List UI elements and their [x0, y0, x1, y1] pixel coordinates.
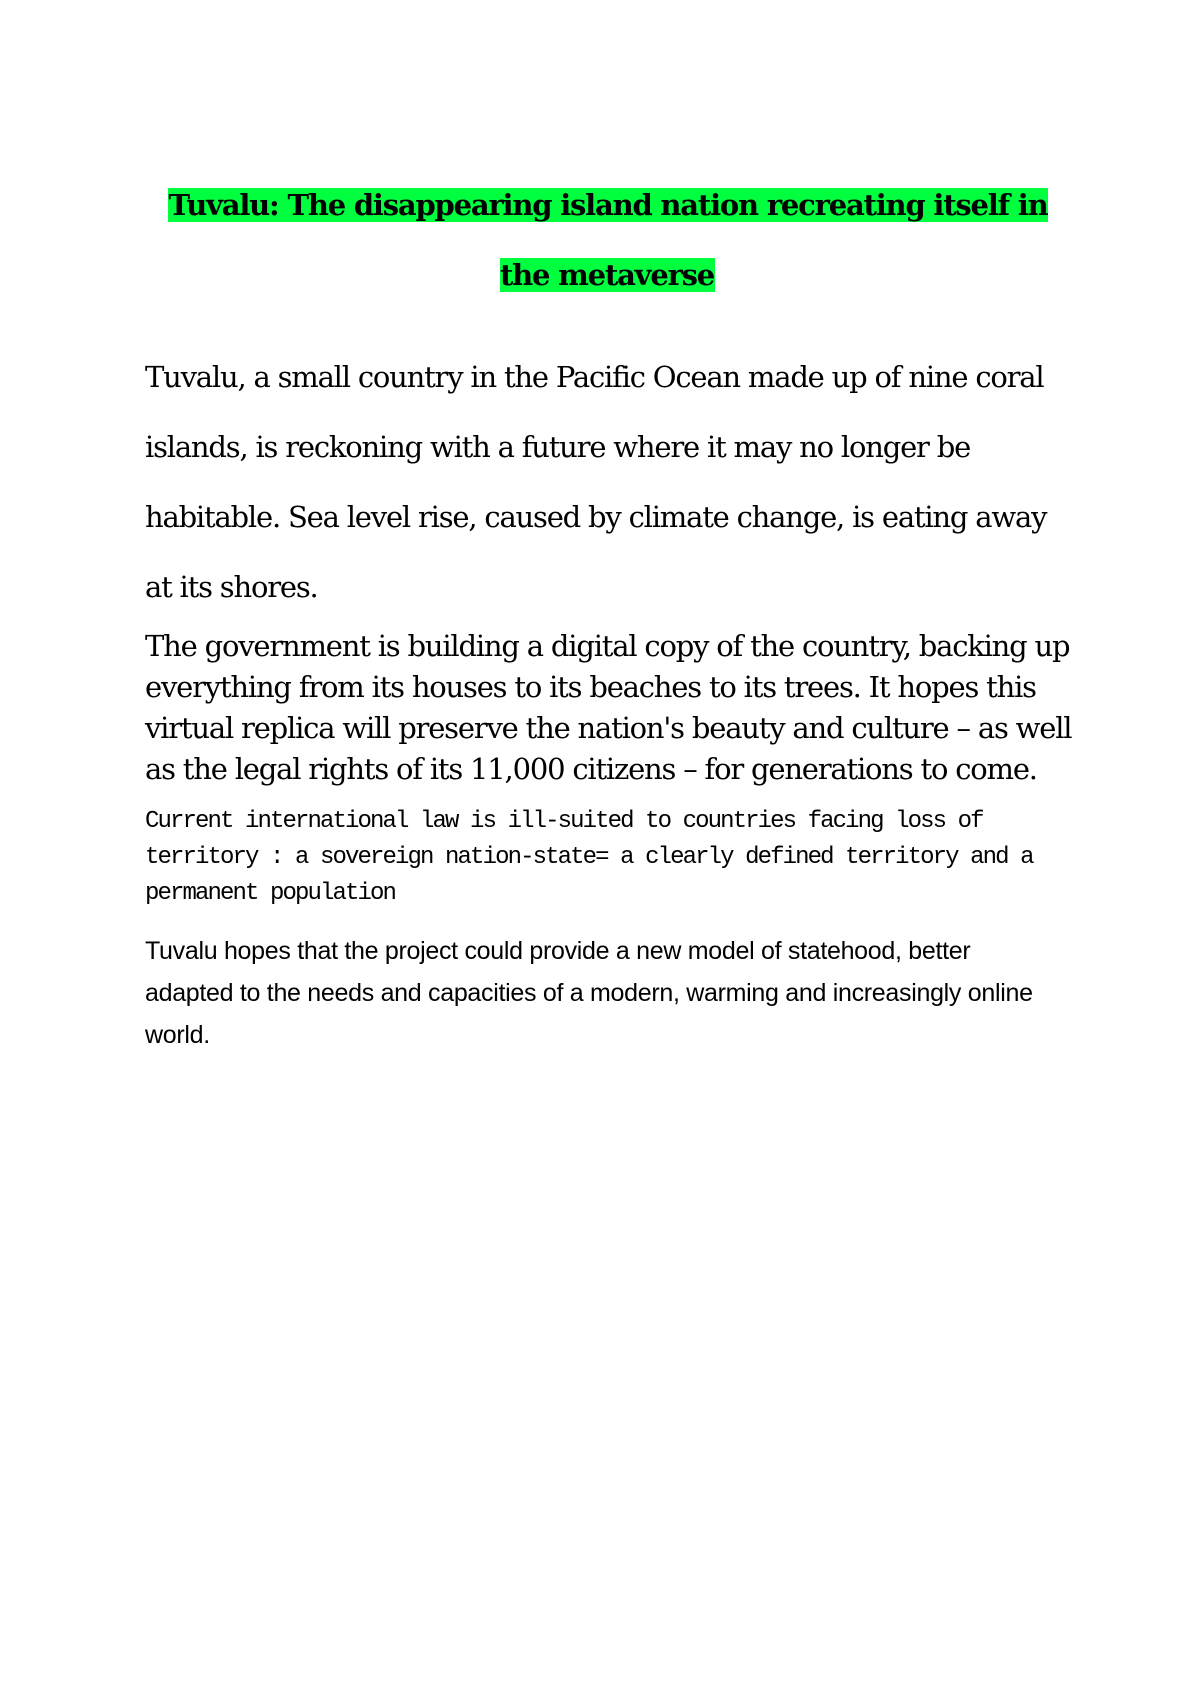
document-title-block	[145, 170, 1070, 310]
paragraph-2: The government is building a digital copy of the country, backing up everything from its houses to its beaches to its trees. It hopes this virtual replica will preserve the nation's beauty and culture – as well as the legal rights of its 11,000 citizens – for generations to come.	[145, 629, 1072, 786]
paragraph-1: Tuvalu, a small country in the Pacific Ocean made up of nine coral islands, is reckoning with a future where it may no longer be habitable. Sea level rise, caused by climate change, is eating away at its shores.	[145, 360, 1047, 604]
document-title: Tuvalu: The disappearing island nation recreating itself in the metaverse	[168, 188, 1048, 292]
document-body	[145, 170, 1070, 1056]
paragraph-4: Tuvalu hopes that the project could provide a new model of statehood, better adapted to the needs and capacities of a modern, warming and increasingly online world.	[145, 937, 1033, 1049]
paragraph-3: Current international law is ill-suited to countries facing loss of territory : a sovereign nation-state= a clearly defined territory and a permanent population	[145, 808, 1033, 907]
